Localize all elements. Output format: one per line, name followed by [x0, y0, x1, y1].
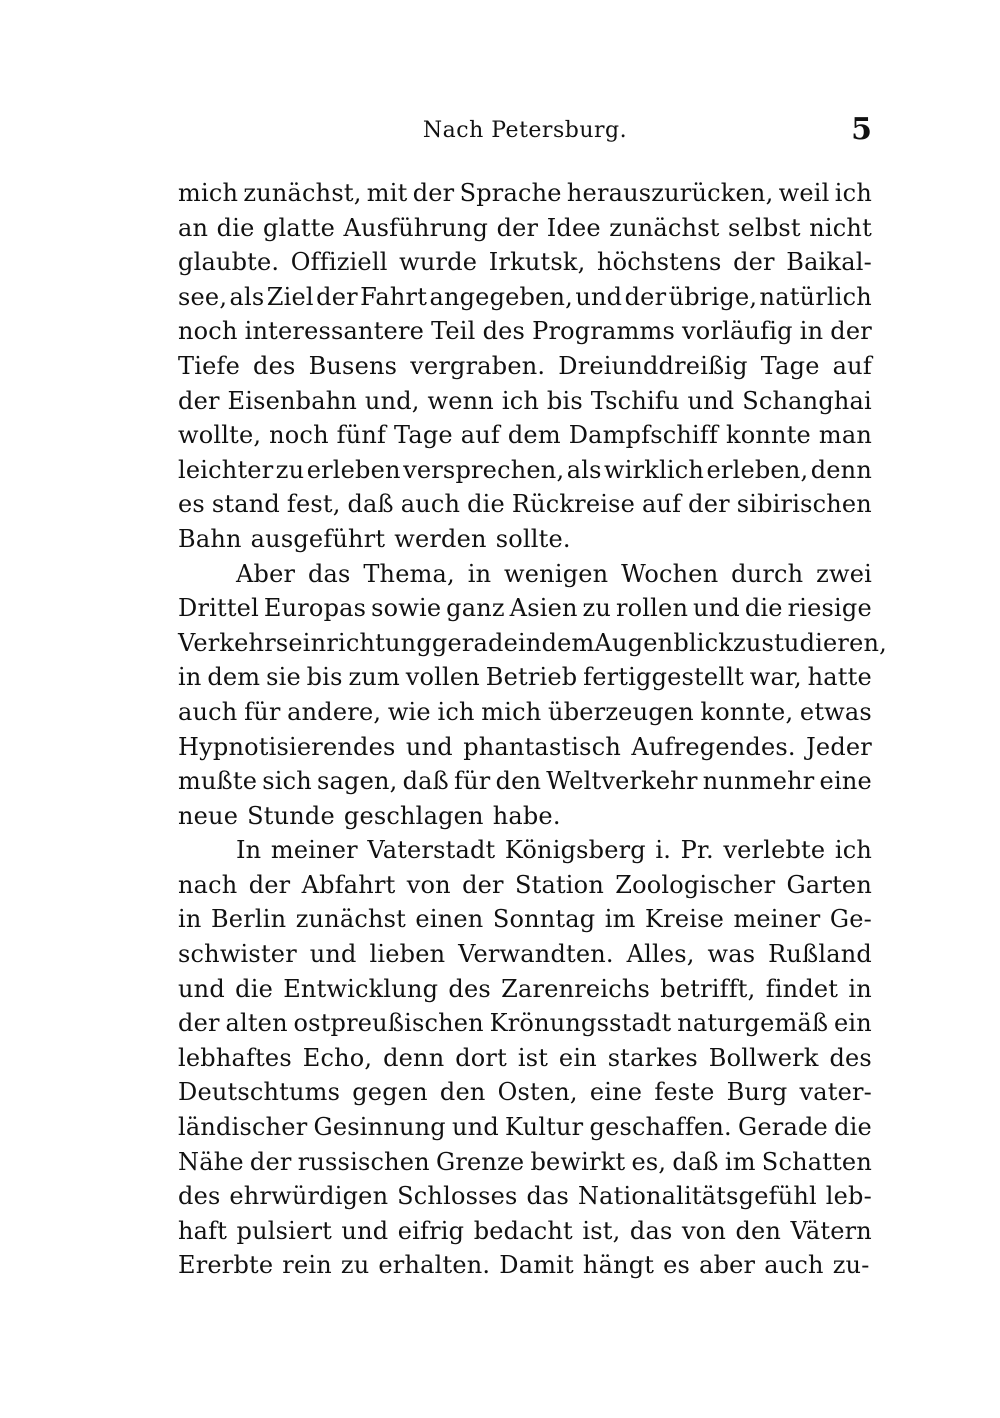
word: gegen [352, 1078, 428, 1107]
word: meiner [733, 905, 821, 934]
word: vergraben. [410, 351, 546, 380]
text-line [178, 176, 872, 211]
word: Idee [546, 213, 601, 242]
word: ein [558, 1043, 597, 1072]
word: bis [306, 663, 343, 692]
word: Königsberg [504, 836, 646, 865]
text-line [178, 730, 872, 765]
word: Tschifu [590, 386, 680, 415]
word: des [178, 1182, 221, 1211]
word: sich [262, 767, 312, 796]
word: man [818, 421, 872, 450]
word: auch [400, 490, 461, 519]
word: Weltverkehr [546, 767, 698, 796]
word: lebhaftes [178, 1043, 292, 1072]
word: und [693, 594, 740, 623]
word: sollte. [495, 524, 571, 553]
text-line [178, 902, 872, 937]
word: die [216, 213, 255, 242]
word: zwei [816, 559, 872, 588]
word: erleben, [706, 455, 809, 484]
text-line [178, 245, 872, 280]
word: der [496, 213, 539, 242]
word: Hypnotisierendes [178, 732, 396, 761]
word: als [229, 282, 265, 311]
word: vater- [799, 1078, 872, 1107]
word: noch [178, 317, 238, 346]
word: in [467, 559, 492, 588]
word: i. [655, 836, 672, 865]
word: Vaterstadt [367, 836, 496, 865]
word: Bahn [178, 524, 242, 553]
word: im [724, 1147, 756, 1176]
word: sie [266, 663, 301, 692]
word: rein [282, 1251, 332, 1280]
word: Gerade [738, 1113, 828, 1142]
word: ich [437, 697, 475, 726]
text-line [178, 1006, 872, 1041]
word: Zoologischer [615, 870, 776, 899]
word: Vätern [790, 1216, 872, 1245]
word: Thema, [363, 559, 455, 588]
word: war, [749, 663, 802, 692]
word: von [406, 870, 451, 899]
word: In [236, 836, 262, 865]
word: vorläufig [682, 317, 793, 346]
word: glaubte. [178, 248, 280, 277]
word: auf [641, 490, 682, 519]
word: Sprache [459, 179, 562, 207]
word: des [448, 974, 491, 1003]
word: daß [347, 490, 394, 519]
word: dem [507, 421, 561, 450]
text-line [178, 384, 872, 419]
word: mit [366, 179, 408, 207]
text-line [178, 1075, 872, 1110]
word: Aufregendes. [631, 732, 796, 761]
text-line [178, 487, 872, 522]
word: Station [514, 870, 604, 899]
word: geschlagen [343, 801, 484, 830]
word: der [688, 490, 730, 519]
word: betrifft, [660, 974, 756, 1003]
word: der [733, 248, 775, 277]
word: phantastisch [463, 732, 621, 761]
word: bewirkt [530, 1147, 626, 1176]
word: Tiefe [178, 351, 240, 380]
word: alten [225, 1009, 288, 1038]
word: denn [810, 455, 872, 484]
word: interessantere [244, 317, 425, 346]
word: Programms [532, 317, 675, 346]
word: see, [178, 282, 228, 311]
word: ostpreußischen [293, 1009, 484, 1038]
word: neue [178, 801, 239, 830]
word: für [454, 767, 491, 796]
word: es [178, 490, 205, 519]
word: der [178, 386, 220, 415]
word: den [735, 1216, 782, 1245]
word: und [575, 282, 623, 311]
word: Bollwerk [708, 1043, 819, 1072]
word: Schlosses [397, 1182, 518, 1211]
word: haft [178, 1216, 228, 1245]
word: ich [834, 179, 872, 207]
word: lieben [369, 940, 446, 969]
running-head [178, 112, 872, 152]
word: nach [178, 870, 238, 899]
word: eine [589, 1078, 643, 1107]
text-line [178, 211, 872, 246]
text-line [178, 591, 872, 626]
word: der [178, 1009, 220, 1038]
word: vollen [405, 663, 480, 692]
word: den [495, 767, 542, 796]
word: Europas [263, 594, 367, 623]
word: fünf [336, 421, 387, 450]
word: Rückreise [511, 490, 636, 519]
word: Echo, [302, 1043, 373, 1072]
word: im [604, 905, 636, 934]
word: bedacht [473, 1216, 573, 1245]
word: ehrwürdigen [229, 1182, 389, 1211]
word: wenn [427, 386, 494, 415]
word: was [707, 940, 756, 969]
text-line [178, 764, 872, 799]
word: mich [178, 179, 239, 207]
word: stand [211, 490, 280, 519]
word: leichter [178, 455, 274, 484]
text-line [178, 660, 872, 695]
word: auch [764, 1251, 824, 1280]
word: Busens [308, 351, 398, 380]
word: fertiggestellt [583, 663, 744, 692]
word: ich [834, 836, 872, 865]
word: Abfahrt [301, 870, 396, 899]
word: werden [394, 524, 487, 553]
word: Schanghai [742, 386, 872, 415]
word: sibirischen [736, 490, 872, 519]
word: des [253, 351, 296, 380]
text-line [178, 522, 872, 557]
word: Baikal- [786, 248, 872, 277]
word: Teil [431, 317, 476, 346]
word: zu [275, 455, 305, 484]
text-line [178, 349, 872, 384]
word: findet [765, 974, 839, 1003]
word: Garten [786, 870, 872, 899]
word: Alles, [626, 940, 695, 969]
word: das [526, 1182, 570, 1211]
word: riesige [787, 594, 872, 623]
word: zunächst, [243, 179, 362, 207]
word: von [681, 1216, 726, 1245]
text-line [178, 1145, 872, 1180]
word: Dampfschiff [568, 421, 719, 450]
word: Betrieb [485, 663, 578, 692]
word: die [744, 594, 783, 623]
word: dem [541, 628, 595, 657]
word: zu [733, 628, 762, 657]
text-line [178, 1214, 872, 1249]
word: und [309, 940, 357, 969]
word: noch [269, 421, 329, 450]
text-line [178, 626, 887, 661]
word: selbst [728, 213, 801, 242]
word: ländischer [178, 1113, 308, 1142]
word: und [341, 1216, 389, 1245]
word: es [663, 1251, 691, 1280]
word: eine [819, 767, 872, 796]
word: in [799, 317, 824, 346]
word: Verwandten. [458, 940, 614, 969]
word: den [439, 1078, 486, 1107]
word: Kultur [505, 1113, 584, 1142]
word: naturgemäß [677, 1009, 829, 1038]
word: Schatten [761, 1147, 872, 1176]
text-line [178, 314, 872, 349]
word: in [518, 628, 542, 657]
word: der [316, 282, 358, 311]
text-line [178, 868, 872, 903]
word: geschaffen. [589, 1113, 732, 1142]
word: als [566, 455, 602, 484]
word: wie [387, 697, 431, 726]
word: Grenze [435, 1147, 525, 1176]
word: Krönungsstadt [489, 1009, 672, 1038]
word: und [687, 386, 735, 415]
word: die [467, 490, 505, 519]
word: des [829, 1043, 872, 1072]
word: Deutschtums [178, 1078, 341, 1107]
word: Kreise [645, 905, 725, 934]
word: Wochen [621, 559, 719, 588]
text-line [178, 557, 872, 592]
word: verlebte [723, 836, 826, 865]
word: mußte [178, 767, 258, 796]
word: feste [654, 1078, 715, 1107]
word: konnte [726, 421, 811, 450]
word: habe. [492, 801, 561, 830]
word: die [235, 974, 273, 1003]
word: Augenblick [594, 628, 734, 657]
text-line [178, 280, 872, 315]
word: ein [834, 1009, 872, 1038]
word: glatte [262, 213, 335, 242]
text-line [178, 833, 872, 868]
word: Irkutsk, [488, 248, 586, 277]
word: das [629, 1216, 673, 1245]
word: sowie [371, 594, 442, 623]
running-title: Nach Petersburg. [422, 118, 628, 143]
text-line [178, 1110, 872, 1145]
word: der [462, 870, 504, 899]
word: leb- [825, 1182, 872, 1211]
word: Ausführung [343, 213, 489, 242]
word: ausgeführt [250, 524, 386, 553]
word: ganz [446, 594, 505, 623]
word: bis [546, 386, 583, 415]
word: Osten, [497, 1078, 578, 1107]
word: ist, [582, 1216, 621, 1245]
word: fest, [286, 490, 341, 519]
word: Aber [236, 559, 296, 588]
word: mich [481, 697, 542, 726]
word: aber [699, 1251, 756, 1280]
word: das [307, 559, 351, 588]
word: Verkehrseinrichtung [178, 628, 432, 657]
word: der [248, 870, 291, 899]
text-line [178, 695, 872, 730]
word: und [452, 1113, 499, 1142]
text-line [178, 1041, 872, 1076]
word: nicht [809, 213, 872, 242]
word: auch [178, 697, 238, 726]
word: sagen, [317, 767, 398, 796]
word: des [482, 317, 526, 346]
word: eifrig [397, 1216, 465, 1245]
word: ist [517, 1043, 549, 1072]
word: zunächst [609, 213, 720, 242]
word: denn [383, 1043, 445, 1072]
word: etwas [799, 697, 872, 726]
word: meiner [270, 836, 358, 865]
word: Asien [509, 594, 578, 623]
text-line [178, 1179, 872, 1214]
word: pulsiert [236, 1216, 332, 1245]
text-line [178, 453, 872, 488]
word: Ererbte [178, 1251, 274, 1280]
word: die [834, 1113, 872, 1142]
word: erleben [306, 455, 401, 484]
word: zu- [832, 1251, 870, 1280]
word: studieren, [761, 628, 887, 657]
word: und, [364, 386, 420, 415]
word: zum [348, 663, 400, 692]
word: Zarenreichs [501, 974, 651, 1003]
word: hatte [807, 663, 872, 692]
word: überzeugen [548, 697, 694, 726]
word: Jeder [806, 732, 872, 761]
word: wirklich [604, 455, 705, 484]
word: ich [501, 386, 540, 415]
word: hängt [582, 1251, 655, 1280]
word: angegeben, [429, 282, 573, 311]
word: Tage [760, 351, 820, 380]
word: durch [731, 559, 804, 588]
word: zu [340, 1251, 370, 1280]
word: übrige, [668, 282, 758, 311]
word: in [178, 905, 202, 934]
word: weil [778, 179, 830, 207]
word: andere, [287, 697, 382, 726]
word: Drittel [178, 594, 259, 623]
word: zu [582, 594, 612, 623]
word: Rußland [768, 940, 872, 969]
text-line [178, 1248, 872, 1283]
word: Offiziell [290, 248, 388, 277]
body-text [178, 176, 887, 1283]
word: daß [672, 1147, 719, 1176]
word: Stunde [247, 801, 335, 830]
word: versprechen, [403, 455, 565, 484]
word: wenigen [504, 559, 609, 588]
text-line [178, 937, 872, 972]
word: in [178, 663, 202, 692]
word: daß [402, 767, 449, 796]
word: gerade [431, 628, 519, 657]
word: Eisenbahn [227, 386, 358, 415]
word: auf [460, 421, 500, 450]
word: auf [832, 351, 872, 380]
word: natürlich [759, 282, 872, 311]
word: der [412, 179, 455, 207]
text-line [178, 972, 872, 1007]
word: Tage [394, 421, 453, 450]
word: konnte, [700, 697, 794, 726]
word: erhalten. [378, 1251, 491, 1280]
word: höchstens [596, 248, 722, 277]
word: dort [455, 1043, 507, 1072]
word: in [848, 974, 872, 1003]
word: der [624, 282, 667, 311]
word: der [830, 317, 872, 346]
word: Pr. [680, 836, 714, 865]
word: einen [415, 905, 484, 934]
word: an [178, 213, 209, 242]
word: Berlin [210, 905, 287, 934]
word: Ge- [829, 905, 872, 934]
word: dem [207, 663, 261, 692]
word: der [249, 1147, 292, 1176]
word: herauszurücken, [566, 179, 774, 207]
word: wollte, [178, 421, 262, 450]
word: Fahrt [360, 282, 428, 311]
word: Sonntag [492, 905, 596, 934]
word: Burg [726, 1078, 788, 1107]
page-number: 5 [851, 112, 872, 147]
word: und [178, 974, 225, 1003]
word: starkes [607, 1043, 698, 1072]
word: Ziel [266, 282, 314, 311]
word: zunächst [295, 905, 407, 934]
text-line [178, 799, 872, 834]
word: wurde [399, 248, 478, 277]
word: Gesinnung [313, 1113, 446, 1142]
word: russischen [297, 1147, 430, 1176]
word: für [244, 697, 281, 726]
word: Nähe [178, 1147, 244, 1176]
word: Dreiunddreißig [558, 351, 748, 380]
word: und [405, 732, 453, 761]
word: nunmehr [702, 767, 815, 796]
word: Nationalitätsgefühl [577, 1182, 817, 1211]
word: es, [631, 1147, 667, 1176]
word: rollen [615, 594, 689, 623]
word: Entwicklung [283, 974, 439, 1003]
word: Damit [499, 1251, 574, 1280]
text-line [178, 418, 872, 453]
word: schwister [178, 940, 297, 969]
